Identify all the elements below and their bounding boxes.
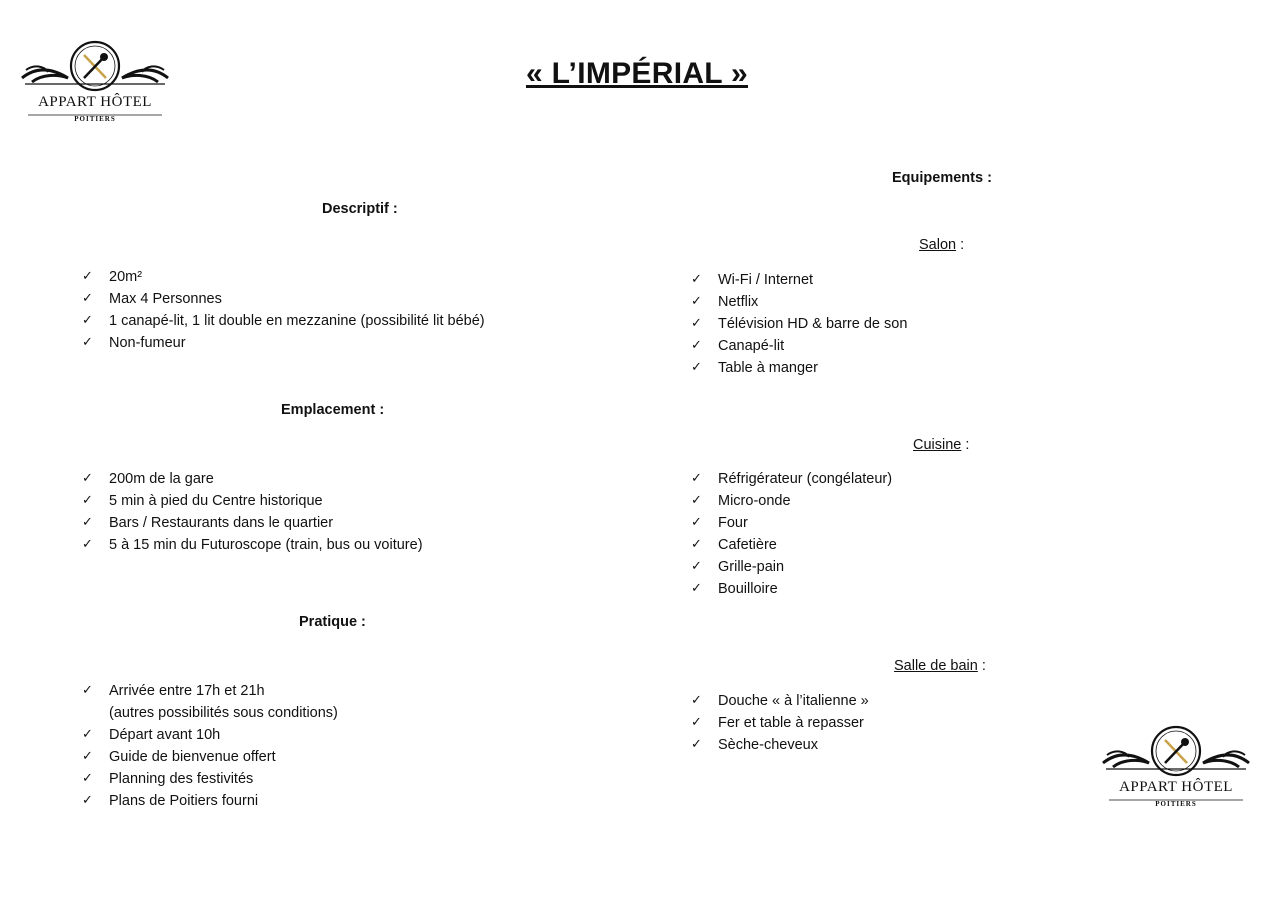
check-icon: ✓ xyxy=(691,338,702,353)
check-icon: ✓ xyxy=(82,727,93,742)
subheading-suffix: : xyxy=(977,658,986,674)
list-item-text: Planning des festivités xyxy=(109,771,254,787)
list-item-text-continued: (autres possibilités sous conditions) xyxy=(109,705,338,721)
check-icon: ✓ xyxy=(691,581,702,596)
heading-descriptif: Descriptif : xyxy=(322,201,398,217)
check-icon: ✓ xyxy=(82,683,93,698)
logo-city: POITIERS xyxy=(74,115,116,123)
logo-bottom xyxy=(1101,725,1251,820)
check-icon: ✓ xyxy=(82,335,93,350)
check-icon: ✓ xyxy=(82,471,93,486)
list-item-text: Départ avant 10h xyxy=(109,727,221,743)
list-item xyxy=(691,357,907,379)
list-item xyxy=(691,690,869,712)
check-icon: ✓ xyxy=(691,493,702,508)
list-item-text: Cafetière xyxy=(718,537,777,553)
check-icon: ✓ xyxy=(82,515,93,530)
list-item-text: Arrivée entre 17h et 21h xyxy=(109,683,265,699)
list-item-text: Guide de bienvenue offert xyxy=(109,749,276,765)
check-icon: ✓ xyxy=(691,294,702,309)
list-item xyxy=(82,332,485,354)
list-item-text: Plans de Poitiers fourni xyxy=(109,793,259,809)
subheading-label: Salle de bain xyxy=(894,658,978,674)
subheading-label: Salon xyxy=(919,237,957,253)
list-item xyxy=(691,468,892,490)
list-item xyxy=(82,724,338,746)
list-emplacement xyxy=(82,468,423,556)
check-icon: ✓ xyxy=(82,291,93,306)
list-pratique xyxy=(82,680,338,812)
list-salle-de-bain xyxy=(691,690,869,756)
list-item-text: Fer et table à repasser xyxy=(718,715,864,731)
heading-equipements: Equipements : xyxy=(892,170,992,186)
list-salon xyxy=(691,269,907,379)
list-item-text: 5 min à pied du Centre historique xyxy=(109,493,323,509)
list-item-text: Réfrigérateur (congélateur) xyxy=(718,471,893,487)
list-item xyxy=(82,288,485,310)
list-item-text: Four xyxy=(718,515,748,531)
subheading-suffix: : xyxy=(956,237,965,253)
list-item xyxy=(691,490,892,512)
check-icon: ✓ xyxy=(691,715,702,730)
check-icon: ✓ xyxy=(691,537,702,552)
list-item-text: Table à manger xyxy=(718,360,818,376)
check-icon: ✓ xyxy=(691,515,702,530)
list-item xyxy=(691,335,907,357)
list-item xyxy=(691,534,892,556)
logo-city: POITIERS xyxy=(1155,800,1197,808)
list-item xyxy=(82,534,423,556)
list-item xyxy=(82,790,338,812)
list-item-text: Wi-Fi / Internet xyxy=(718,272,814,288)
check-icon: ✓ xyxy=(82,269,93,284)
subheading-cuisine xyxy=(913,437,969,453)
list-item-text: Grille-pain xyxy=(718,559,785,575)
check-icon: ✓ xyxy=(82,749,93,764)
list-item xyxy=(82,468,423,490)
check-icon: ✓ xyxy=(82,313,93,328)
list-item xyxy=(82,512,423,534)
list-item xyxy=(691,269,907,291)
list-item-text: Sèche-cheveux xyxy=(718,737,818,753)
heading-pratique: Pratique : xyxy=(299,614,366,630)
list-item xyxy=(691,313,907,335)
list-item xyxy=(82,310,485,332)
check-icon: ✓ xyxy=(82,537,93,552)
list-item xyxy=(691,512,892,534)
list-cuisine xyxy=(691,468,892,600)
list-item xyxy=(82,266,485,288)
subheading-label: Cuisine xyxy=(913,437,962,453)
list-item xyxy=(691,712,869,734)
check-icon: ✓ xyxy=(691,737,702,752)
subheading-salon xyxy=(919,237,964,253)
page-title: « L’IMPÉRIAL » xyxy=(525,57,749,90)
list-item-text: Douche « à l’italienne » xyxy=(718,693,869,709)
list-item xyxy=(691,578,892,600)
subheading-salle-de-bain xyxy=(894,658,986,674)
logo-name: APPART HÔTEL xyxy=(38,94,152,110)
check-icon: ✓ xyxy=(82,493,93,508)
list-item xyxy=(82,746,338,768)
list-item-text: Netflix xyxy=(718,294,759,310)
list-item-text: Bars / Restaurants dans le quartier xyxy=(109,515,334,531)
list-item-text: Non-fumeur xyxy=(109,335,186,351)
list-item-text: 200m de la gare xyxy=(109,471,214,487)
check-icon: ✓ xyxy=(691,272,702,287)
check-icon: ✓ xyxy=(691,559,702,574)
list-item-text: Télévision HD & barre de son xyxy=(718,316,908,332)
list-item xyxy=(691,734,869,756)
list-item-text: 5 à 15 min du Futuroscope (train, bus ou voiture) xyxy=(109,537,423,553)
check-icon: ✓ xyxy=(691,360,702,375)
list-item xyxy=(691,556,892,578)
subheading-suffix: : xyxy=(961,437,970,453)
check-icon: ✓ xyxy=(82,771,93,786)
list-item xyxy=(82,490,423,512)
list-item xyxy=(82,680,338,724)
logo-name: APPART HÔTEL xyxy=(1119,779,1233,795)
check-icon: ✓ xyxy=(691,693,702,708)
heading-emplacement: Emplacement : xyxy=(281,402,385,418)
list-item-text: 20m² xyxy=(109,269,143,285)
list-item-text: Max 4 Personnes xyxy=(109,291,222,307)
list-item-text: Micro-onde xyxy=(718,493,791,509)
list-item-text: Canapé-lit xyxy=(718,338,785,354)
list-item-text: 1 canapé-lit, 1 lit double en mezzanine (possibilité lit bébé) xyxy=(109,313,485,329)
list-item-text: Bouilloire xyxy=(718,581,778,597)
list-descriptif xyxy=(82,266,485,354)
list-item xyxy=(691,291,907,313)
check-icon: ✓ xyxy=(691,471,702,486)
check-icon: ✓ xyxy=(691,316,702,331)
check-icon: ✓ xyxy=(82,793,93,808)
list-item xyxy=(82,768,338,790)
